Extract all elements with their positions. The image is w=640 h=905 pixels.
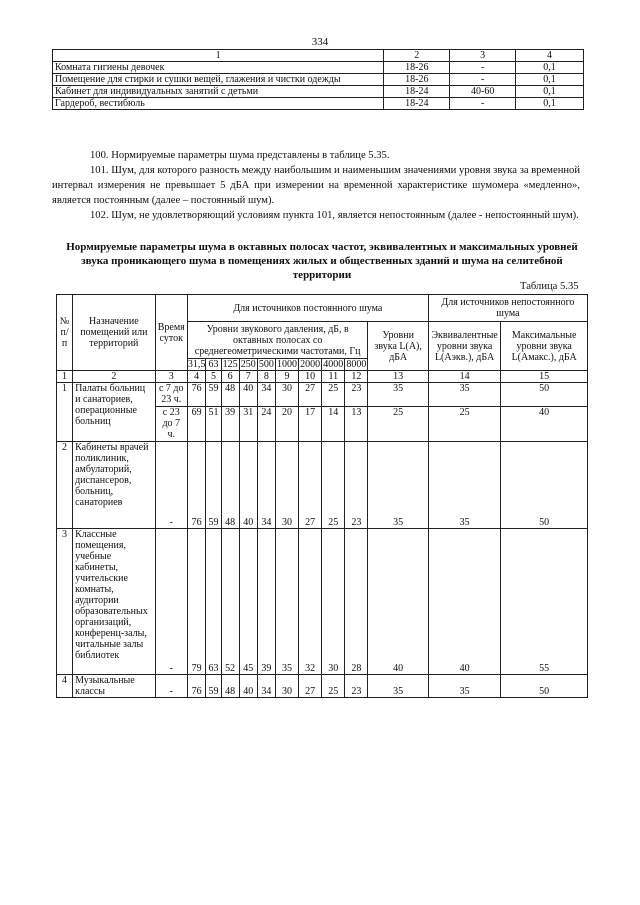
index-cell: 8 [257, 371, 275, 383]
room-name: Музыкальные классы [73, 675, 156, 698]
table-row [53, 74, 584, 86]
temperature: 18-24 [384, 98, 450, 110]
humidity: 40-60 [450, 86, 516, 98]
level-cell: 48 [221, 442, 239, 529]
level-cell: 32 [299, 529, 322, 675]
room-name: Гардероб, вестибюль [53, 98, 384, 110]
level-cell: 69 [187, 406, 206, 441]
col-name-header: Назначение помещений или территорий [73, 295, 156, 371]
index-cell: 6 [221, 371, 239, 383]
table-header-cell: 3 [450, 50, 516, 62]
noise-table [56, 294, 588, 698]
index-cell: 11 [322, 371, 345, 383]
freq-cell: 125 [222, 359, 238, 370]
level-cell: 30 [322, 529, 345, 675]
room-name: Кабинеты врачей поликлиник, амбулаторий, диспансеров, больниц, санаториев [73, 442, 156, 529]
level-cell: 25 [322, 675, 345, 698]
level-cell: 76 [187, 675, 206, 698]
index-cell: 4 [187, 371, 206, 383]
air-speed: 0,1 [516, 86, 584, 98]
humidity: - [450, 62, 516, 74]
level-cell: 31 [239, 406, 257, 441]
level-cell: 48 [221, 383, 239, 407]
col-time-header: Время суток [155, 295, 187, 371]
paragraph-102: 102. Шум, не удовлетворяющий условиям пункта 101, является непостоянным (далее - непостоянный шум). [90, 210, 579, 221]
table-header-cell: 4 [516, 50, 584, 62]
index-cell: 12 [345, 371, 368, 383]
level-cell: 48 [221, 675, 239, 698]
group-variable-noise: Для источников непостоянного шума [428, 295, 587, 322]
freq-cell: 8000 [346, 359, 367, 370]
eq-cell: 35 [428, 675, 500, 698]
air-speed: 0,1 [516, 98, 584, 110]
level-cell: 27 [299, 383, 322, 407]
level-cell: 23 [345, 442, 368, 529]
index-row [57, 371, 588, 383]
level-cell: 23 [345, 675, 368, 698]
freq-cell: 2000 [300, 359, 321, 370]
level-cell: 35 [275, 529, 298, 675]
index-cell: 2 [73, 371, 156, 383]
humidity: - [450, 98, 516, 110]
level-cell: 51 [206, 406, 221, 441]
level-cell: 30 [275, 383, 298, 407]
index-cell: 1 [57, 371, 73, 383]
index-cell: 10 [299, 371, 322, 383]
temperature: 18-26 [384, 74, 450, 86]
max-cell: 40 [501, 406, 588, 441]
time-of-day: - [155, 675, 187, 698]
index-cell: 13 [368, 371, 428, 383]
time-of-day: - [155, 529, 187, 675]
col-max-header: Максимальные уровни звука L(Амакс.), дБА [501, 322, 588, 371]
max-cell: 50 [501, 675, 588, 698]
table-row [57, 529, 588, 675]
level-cell: 34 [257, 675, 275, 698]
table-header-cell: 2 [384, 50, 450, 62]
microclimate-table [52, 49, 584, 110]
level-cell: 45 [239, 529, 257, 675]
level-cell: 34 [257, 383, 275, 407]
humidity: - [450, 74, 516, 86]
table-header-row [53, 50, 584, 62]
level-cell: 40 [239, 383, 257, 407]
level-cell: 13 [345, 406, 368, 441]
paragraph-101: 101. Шум, для которого разность между наибольшим и наименьшим значениями уровня звука за временной интервал измерения не превышает 5 дБА при измерении на временной характеристике шумомера «медленно», является постоянным (далее – постоянный шум). [52, 165, 580, 206]
row-number: 4 [57, 675, 73, 698]
level-cell: 40 [239, 442, 257, 529]
index-cell: 14 [428, 371, 500, 383]
freq-cell: 1000 [276, 359, 297, 370]
level-cell: 23 [345, 383, 368, 407]
index-cell: 5 [206, 371, 221, 383]
level-cell: 30 [275, 675, 298, 698]
table-caption: Таблица 5.35 [520, 281, 579, 292]
air-speed: 0,1 [516, 62, 584, 74]
time-of-day: с 23 до 7 ч. [155, 406, 187, 441]
level-cell: 39 [221, 406, 239, 441]
freq-cell: 31,5 [187, 359, 206, 370]
level-cell: 30 [275, 442, 298, 529]
room-name: Помещение для стирки и сушки вещей, глажения и чистки одежды [53, 74, 384, 86]
level-cell: 27 [299, 675, 322, 698]
max-cell: 50 [501, 383, 588, 407]
paragraph-100: 100. Нормируемые параметры шума представлены в таблице 5.35. [90, 150, 390, 161]
table-row [57, 442, 588, 529]
air-speed: 0,1 [516, 74, 584, 86]
level-cell: 59 [206, 442, 221, 529]
level-cell: 34 [257, 442, 275, 529]
index-cell: 15 [501, 371, 588, 383]
temperature: 18-24 [384, 86, 450, 98]
table-row [57, 383, 588, 407]
temperature: 18-26 [384, 62, 450, 74]
freq-cell: 63 [206, 359, 221, 371]
freq-cell: 4000 [323, 359, 344, 370]
row-number: 3 [57, 529, 73, 675]
col-no-header: № п/п [57, 295, 73, 371]
level-cell: 24 [257, 406, 275, 441]
room-name: Кабинет для индивидуальных занятий с детьми [53, 86, 384, 98]
freq-cell: 250 [240, 359, 256, 370]
max-cell: 55 [501, 529, 588, 675]
eq-cell: 35 [428, 383, 500, 407]
table-row [57, 675, 588, 698]
level-cell: 59 [206, 383, 221, 407]
la-cell: 40 [368, 529, 428, 675]
time-of-day: - [155, 442, 187, 529]
table-row [53, 86, 584, 98]
level-cell: 39 [257, 529, 275, 675]
level-cell: 76 [187, 442, 206, 529]
level-cell: 17 [299, 406, 322, 441]
level-cell: 27 [299, 442, 322, 529]
row-number: 1 [57, 383, 73, 442]
max-cell: 50 [501, 442, 588, 529]
level-cell: 79 [187, 529, 206, 675]
room-name: Комната гигиены девочек [53, 62, 384, 74]
level-cell: 20 [275, 406, 298, 441]
level-cell: 40 [239, 675, 257, 698]
time-of-day: с 7 до 23 ч. [155, 383, 187, 407]
level-cell: 59 [206, 675, 221, 698]
group-constant-noise: Для источников постоянного шума [187, 295, 428, 322]
la-cell: 35 [368, 675, 428, 698]
col-la-header: Уровни звука L(А), дБА [368, 322, 428, 371]
index-cell: 3 [155, 371, 187, 383]
level-cell: 14 [322, 406, 345, 441]
eq-cell: 40 [428, 529, 500, 675]
room-name: Палаты больниц и санаториев, операционные больниц [73, 383, 156, 442]
table-header-cell: 1 [53, 50, 384, 62]
level-cell: 25 [322, 442, 345, 529]
level-cell: 52 [221, 529, 239, 675]
section-heading: Нормируемые параметры шума в октавных полосах частот, эквивалентных и максимальных уровней звука проникающего шума в помещениях жилых и общественных зданий и шума на селитебной территории [66, 241, 578, 281]
room-name: Классные помещения, учебные кабинеты, учительские комнаты, аудитории образовательных организаций, конференц-залы, читальные залы библиотек [73, 529, 156, 675]
level-cell: 63 [206, 529, 221, 675]
eq-cell: 25 [428, 406, 500, 441]
col-eq-header: Эквивалентные уровни звука L(Аэкв.), дБА [428, 322, 500, 371]
eq-cell: 35 [428, 442, 500, 529]
table-row [53, 98, 584, 110]
level-cell: 76 [187, 383, 206, 407]
level-cell: 25 [322, 383, 345, 407]
octave-levels-header: Уровни звукового давления, дБ, в октавных полосах со среднегеометрическими частотами, Гц [187, 322, 368, 359]
index-cell: 7 [239, 371, 257, 383]
index-cell: 9 [275, 371, 298, 383]
la-cell: 25 [368, 406, 428, 441]
row-number: 2 [57, 442, 73, 529]
level-cell: 28 [345, 529, 368, 675]
page-number: 334 [311, 36, 329, 48]
la-cell: 35 [368, 442, 428, 529]
table-row [53, 62, 584, 74]
la-cell: 35 [368, 383, 428, 407]
freq-cell: 500 [258, 359, 274, 370]
